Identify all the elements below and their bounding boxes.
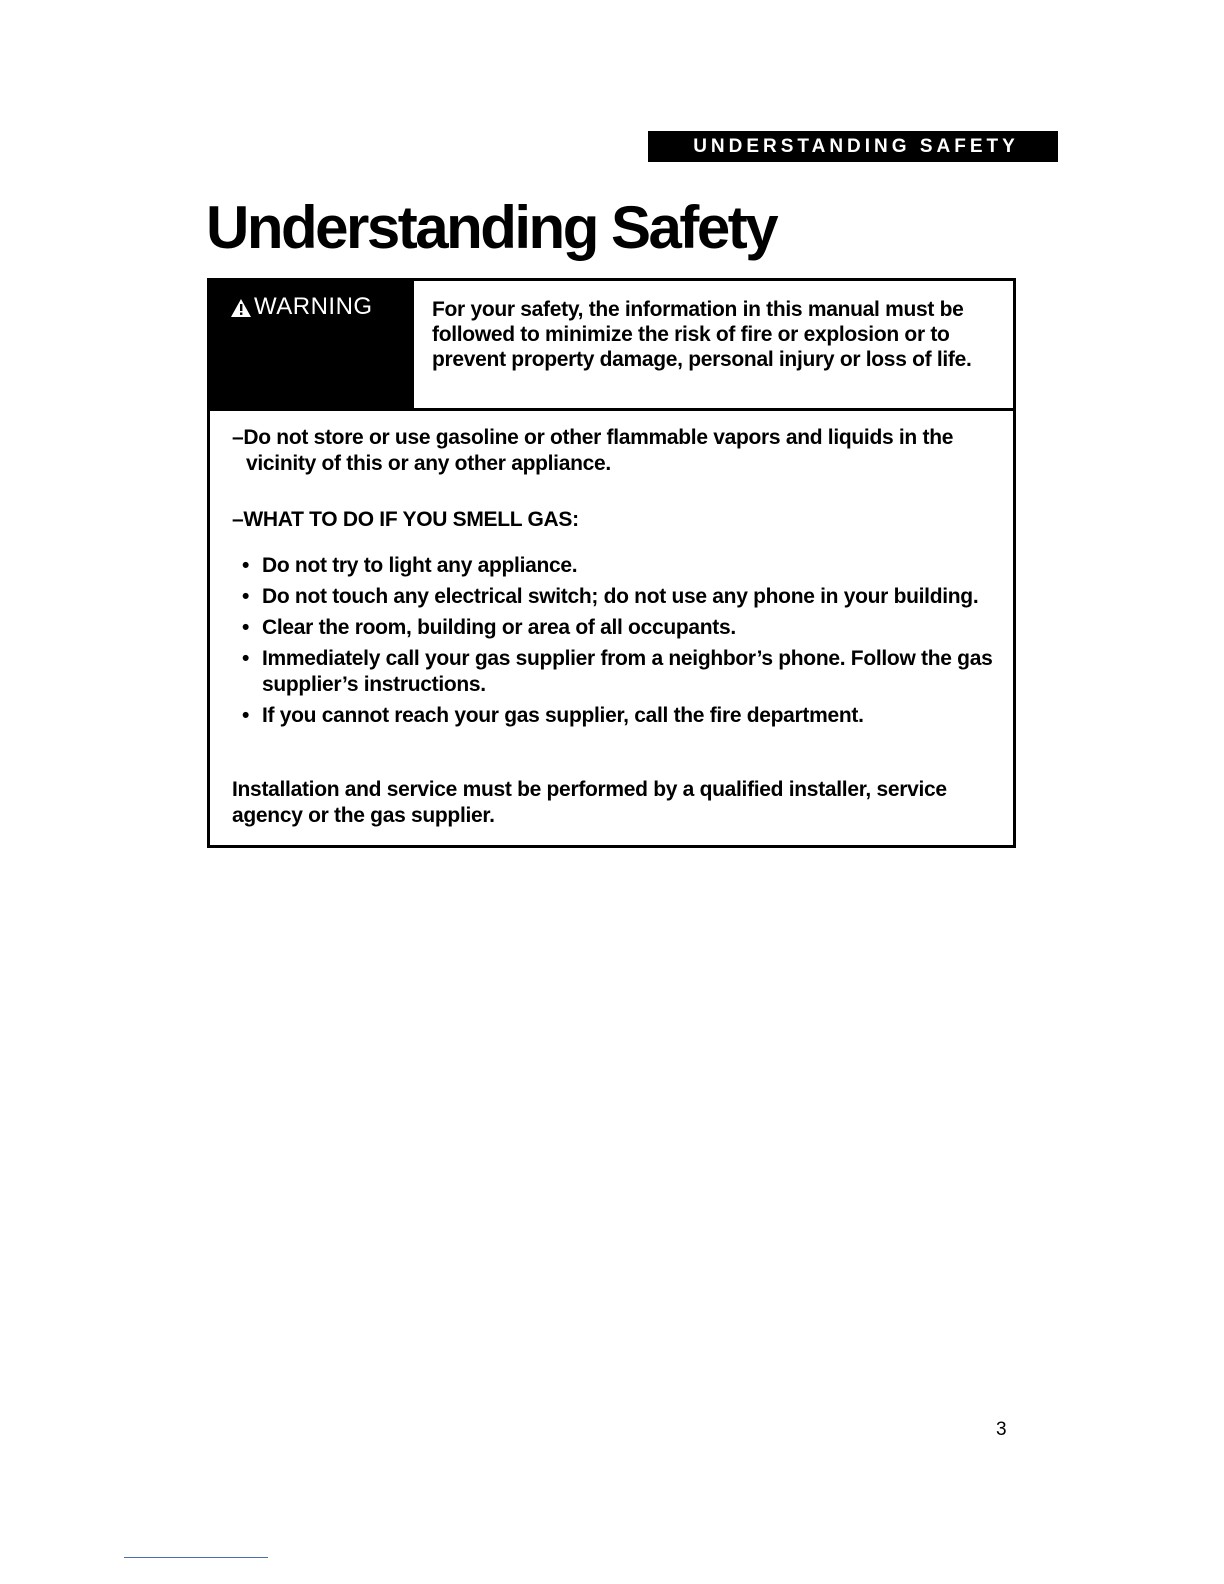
list-item (242, 646, 1002, 698)
list-item (242, 703, 1002, 729)
section-tab: UNDERSTANDING SAFETY (648, 131, 1058, 162)
warning-label-block (210, 281, 414, 408)
warning-triangle-icon (230, 297, 252, 317)
list-item (242, 615, 1002, 641)
bullet-icon: • (242, 616, 250, 639)
list-item-text: Do not try to light any appliance. (262, 554, 578, 577)
warning-intro: For your safety, the information in this manual must be followed to minimize the risk of fire or explosion or to prevent property damage, personal injury or loss of life. (432, 298, 972, 371)
flammable-warning: –Do not store or use gasoline or other flammable vapors and liquids in the vicinity of this or any other appliance. (232, 426, 954, 475)
footer-rule (124, 1557, 268, 1558)
warning-label: WARNING (254, 293, 373, 320)
list-item-text: Immediately call your gas supplier from a neighbor’s phone. Follow the gas supplier’s instructions. (262, 647, 993, 696)
gas-instructions-list (242, 553, 1002, 734)
list-item (242, 584, 1002, 610)
bullet-icon: • (242, 647, 250, 670)
bullet-icon: • (242, 704, 250, 727)
bullet-icon: • (242, 554, 250, 577)
list-item-text: If you cannot reach your gas supplier, call the fire department. (262, 704, 864, 727)
list-item-text: Clear the room, building or area of all occupants. (262, 616, 736, 639)
page-title: Understanding Safety (206, 194, 777, 261)
page-number: 3 (996, 1419, 1007, 1440)
warning-header (210, 281, 1013, 411)
smell-gas-heading: –WHAT TO DO IF YOU SMELL GAS: (232, 508, 579, 531)
bullet-icon: • (242, 585, 250, 608)
installation-notice: Installation and service must be performed by a qualified installer, service agency or the gas supplier. (232, 778, 947, 827)
list-item-text: Do not touch any electrical switch; do not use any phone in your building. (262, 585, 979, 608)
list-item (242, 553, 1002, 579)
warning-box (207, 278, 1016, 848)
